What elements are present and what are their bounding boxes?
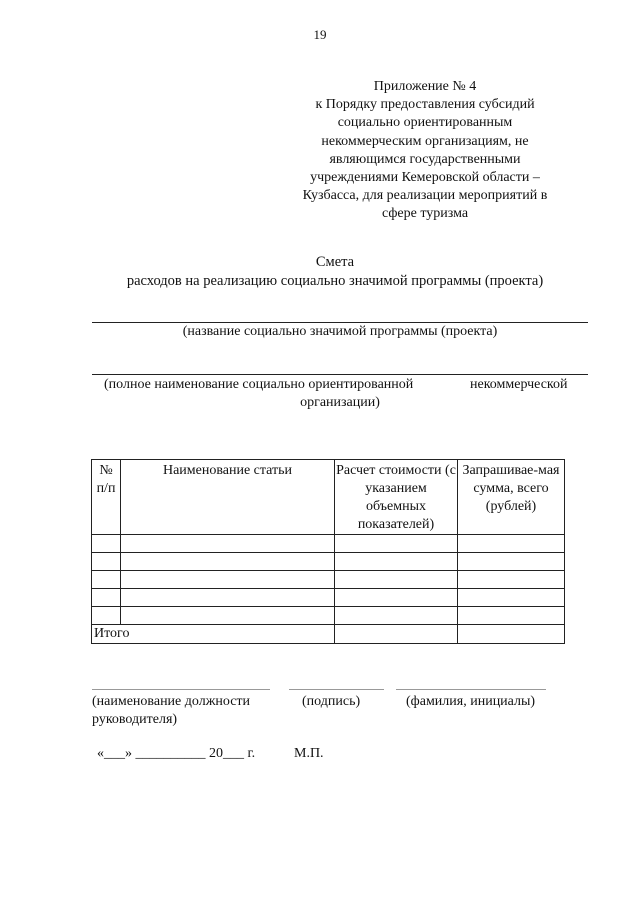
program-name-line xyxy=(92,322,588,323)
stamp-place: М.П. xyxy=(294,746,324,761)
table-row xyxy=(92,589,565,607)
cost-table xyxy=(91,459,565,644)
table-row xyxy=(92,553,565,571)
appendix-line: учреждениями Кемеровской области – xyxy=(310,170,540,186)
total-label: Итого xyxy=(92,625,335,644)
position-label-2: руководителя) xyxy=(92,712,178,727)
program-name-caption: (название социально значимой программы (проекта) xyxy=(182,324,498,339)
appendix-line: социально ориентированным xyxy=(337,115,513,131)
header-item-name: Наименование статьи xyxy=(121,460,335,535)
appendix-line: сфере туризма xyxy=(381,206,469,222)
table-row xyxy=(92,607,565,625)
organization-name-line xyxy=(92,374,588,375)
date-line: «___» __________ 20___ г. xyxy=(97,746,256,761)
appendix-line: к Порядку предоставления субсидий xyxy=(315,97,535,113)
document-subtitle: расходов на реализацию социально значимой программы (проекта) xyxy=(126,273,544,289)
page-number: 19 xyxy=(313,27,327,42)
appendix-line: Кузбасса, для реализации мероприятий в xyxy=(302,188,548,204)
table-row xyxy=(92,535,565,553)
organization-caption-line2: организации) xyxy=(300,395,380,410)
signature-label: (подпись) xyxy=(302,694,361,709)
table-total-row xyxy=(92,625,565,644)
organization-caption-end: некоммерческой xyxy=(470,377,568,392)
appendix-header xyxy=(290,78,560,224)
table-header-row xyxy=(92,460,565,535)
document-title: Смета xyxy=(315,254,355,270)
name-label: (фамилия, инициалы) xyxy=(406,694,536,709)
name-signature-line xyxy=(396,689,546,690)
organization-caption: (полное наименование социально ориентированной xyxy=(104,377,414,392)
position-label: (наименование должности xyxy=(92,694,251,709)
table-row xyxy=(92,571,565,589)
position-signature-line xyxy=(92,689,270,690)
appendix-line: Приложение № 4 xyxy=(373,79,477,94)
appendix-line: являющимся государственными xyxy=(329,151,521,167)
appendix-line: некоммерческим организациям, не xyxy=(321,133,529,149)
header-number: № п/п xyxy=(92,460,121,535)
header-cost-calculation: Расчет стоимости (с указанием объемных показателей) xyxy=(335,460,458,535)
header-requested-amount: Запрашивае-мая сумма, всего (рублей) xyxy=(458,460,565,535)
signature-line xyxy=(289,689,384,690)
